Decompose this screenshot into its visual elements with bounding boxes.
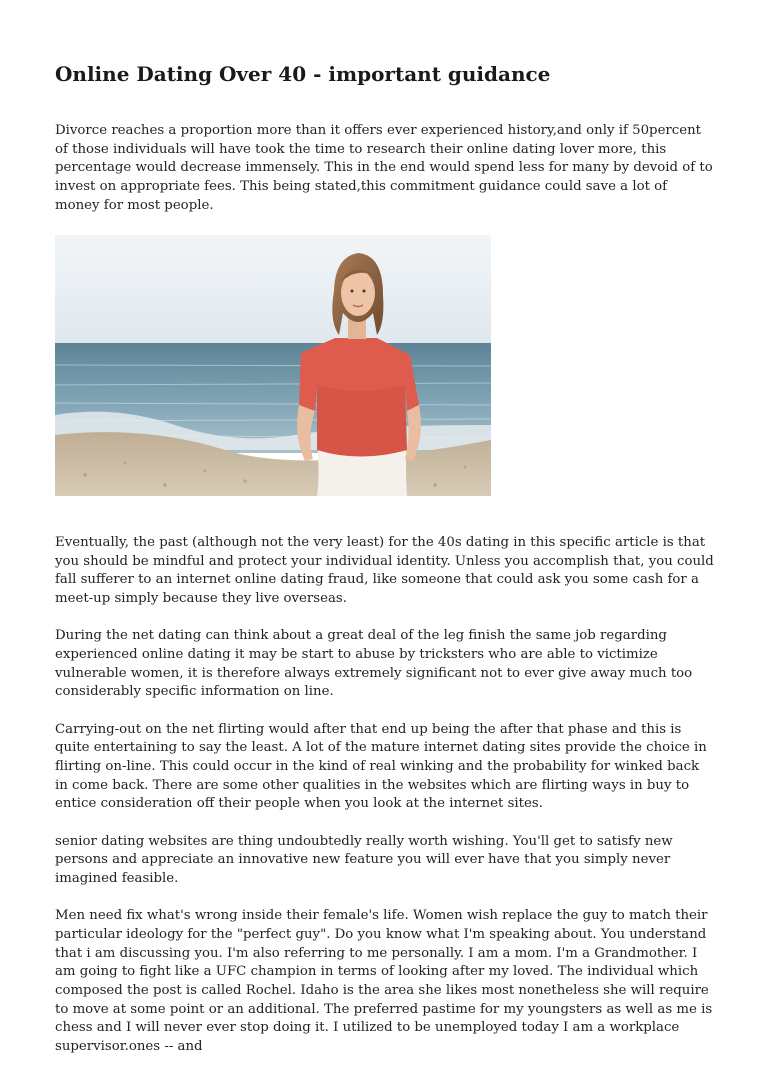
paragraph-tricksters: During the net dating can think about a great deal of the leg finish the same job regarding experienced online dating it may be start to abuse by tricksters who are able to victimize vulnerable women, it is therefore always extremely significant not to ever give away much too considerably specific information on line.: [55, 628, 693, 700]
beach-photo: [55, 235, 491, 496]
paragraph-author-bio: Men need fix what's wrong inside their female's life. Women wish replace the guy to match their particular ideology for the "perfect guy". Do you know what I'm speaking about. You understand that i am discussing you. I'm also referring to me personally. I am a mom. I'm a Grandmother. I am going to fight like a UFC champion in terms of looking after my loved. The individual which composed the post is called Rochel. Idaho is the area she likes most nonetheless she will require to move at some point or an additional. The preferred pastime for my youngsters as well as me is chess and I will never ever stop doing it. I utilized to be unemployed today I am a workplace supervisor.ones -- and: [55, 908, 713, 1055]
document-title: Online Dating Over 40 - important guidance: [55, 62, 551, 86]
paragraph-senior-sites: senior dating websites are thing undoubtedly really worth wishing. You'll get to satisfy new persons and appreciate an innovative new feature you will ever have that you simply never imagined feasible.: [55, 833, 673, 887]
sky: [55, 235, 491, 345]
article-body: [55, 534, 715, 1075]
intro-paragraph: Divorce reaches a proportion more than it offers ever experienced history,and only if 50percent of those individuals will have took the time to research their online dating lover more, this percentage would decrease immensely. This in the end would spend less for many by devoid of to invest on appropriate fees. This being stated,this commitment guidance could save a lot of money for most people.: [55, 123, 713, 213]
paragraph-flirting: Carrying-out on the net flirting would after that end up being the after that phase and this is quite entertaining to say the least. A lot of the mature internet dating sites provide the choice in flirting on-line. This could occur in the kind of real winking and the probability for winked back in come back. There are some other qualities in the websites which are flirting ways in buy to entice consideration off their people when you look at the internet sites.: [55, 721, 707, 812]
paragraph-identity: Eventually, the past (although not the very least) for the 40s dating in this specific article is that you should be mindful and protect your individual identity. Unless you accomplish that, you could fall sufferer to an internet online dating fraud, like someone that could ask you some cash for a meet-up simply because they live overseas.: [55, 535, 714, 607]
